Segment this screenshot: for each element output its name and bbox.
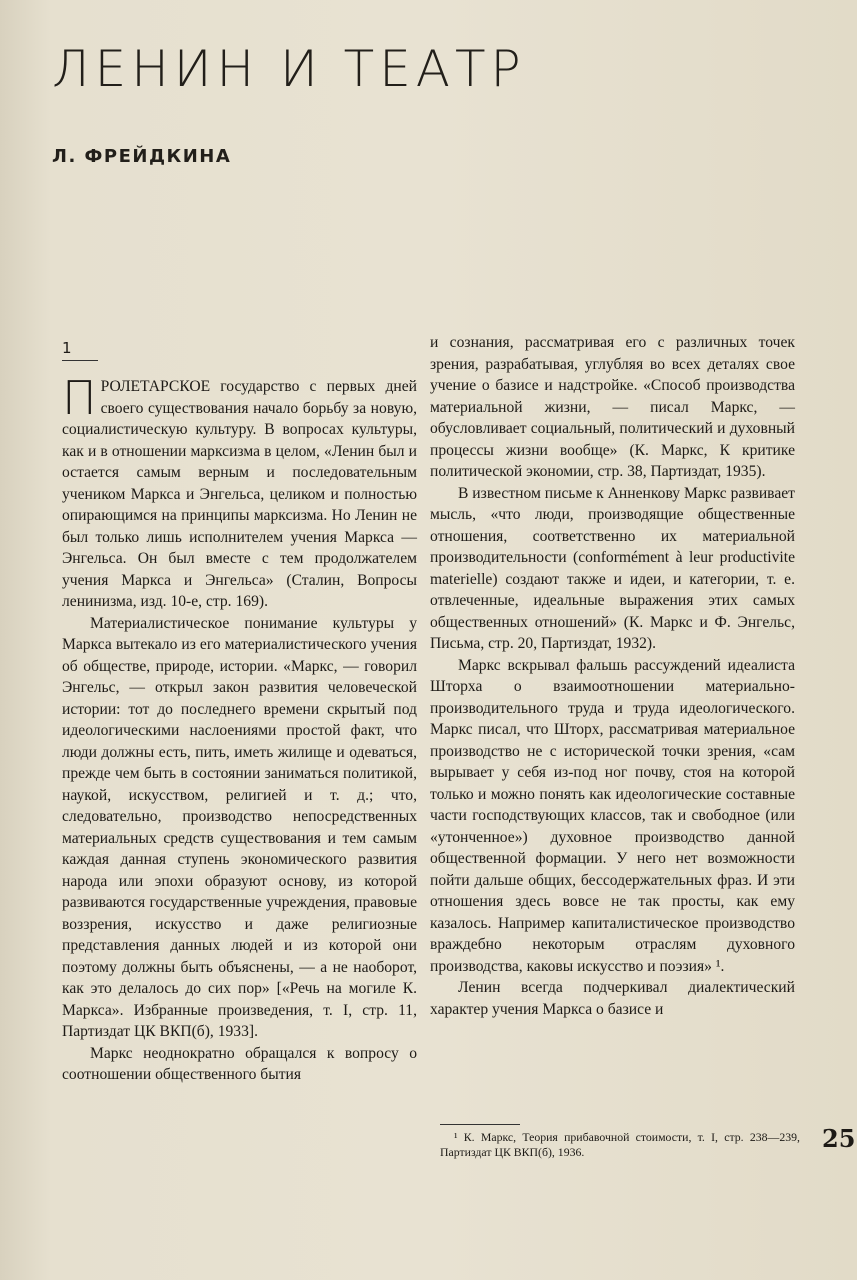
paragraph-storch: Маркс вскрывал фальшь рассуждений идеалиста Шторха о взаимоотношении материально-производительного труда и труда идеологического. Маркс писал, что Шторх, рассматривая материальное производство не с исторической точки зрения, «сам вырывает у себя из-под ног почву, стоя на которой только и можно понять как идеологические составные части господствующих классов, так и свободное (или «утонченное») духовное производство данной общественной формации. У него нет возможности пойти дальше общих, бессодержательных фраз. И эти отношения здесь вовсе не так просты, как ему казалось. Например капиталистическое производство враждебно некоторым отраслям духовного производства, каковы искусство и поэзия» ¹. xyxy=(430,656,795,975)
paragraph-marx-question: Маркс неоднократно обращался к вопросу о соотношении общественного бытия xyxy=(62,1044,417,1083)
paragraph-continuation: и сознания, рассматривая его с различных точек зрения, разрабатывая, углубляя во всех деталях свое учение о базисе и надстройке. «Способ производства материальной жизни, — писал Маркс, — обусловливает социальный, политический и духовный процессы жизни вообще» (К. Маркс, К критике политической экономии, стр. 38, Партиздат, 1935). xyxy=(430,334,795,480)
paragraph-materialism: Материалистическое понимание культуры у Маркса вытекало из его материалистического учения об обществе, природе, истории. «Маркс, — говорил Энгельс, — открыл закон развития человеческой истории: тот до последнего времени скрытый под идеологическими наслоениями простой факт, что люди должны есть, пить, иметь жилище и одеваться, прежде чем быть в состоянии заниматься политикой, наукой, искусством, религией и т. д.; что, следовательно, производство непосредственных материальных средств существования и тем самым каждая данная ступень экономического развития народа или эпохи образуют основу, из которой развиваются государственные учреждения, правовые воззрения, искусство и даже религиозные представления данных людей и из которой они поэтому должны быть объяснены, — а не наоборот, как это делалось до сих пор» [«Речь на могиле К. Маркса». Избранные произведения, т. I, стр. 11, Партиздат ЦК ВКП(б), 1933]. xyxy=(62,614,417,1040)
page-number: 25 xyxy=(822,1124,856,1153)
paragraph-intro-text: РОЛЕТАРСКОЕ государство с первых дней своего существования начало борьбу за новую, социалистическую культуру. В вопросах культуры, как и в отношении марксизма в целом, «Ленин был и остается самым верным и последовательным учеником Маркса и Энгельса, целиком и полностью опирающимся на принципы марксизма. Но Ленин не был только лишь исполнителем учения Маркса — Энгельса. Он был вместе с тем продолжателем учения Маркса и Энгельса» (Сталин, Вопросы ленинизма, изд. 10-е, стр. 169). xyxy=(62,378,417,610)
article-title: ЛЕНИН И ТЕАТР xyxy=(52,40,526,98)
footnote: ¹ К. Маркс, Теория прибавочной стоимости, т. I, стр. 238—239, Партиздат ЦК ВКП(б), 1936. xyxy=(440,1130,800,1159)
right-column xyxy=(430,332,795,1020)
left-column xyxy=(62,371,417,1086)
paragraph-lenin-dialectic: Ленин всегда подчеркивал диалектический характер учения Маркса о базисе и xyxy=(430,979,795,1018)
paragraph-intro xyxy=(62,371,417,613)
section-rule xyxy=(62,360,98,361)
drop-cap: П xyxy=(62,371,97,425)
section-number: 1 xyxy=(62,339,72,357)
paragraph-annenkov: В известном письме к Анненкову Маркс развивает мысль, «что люди, производящие общественные отношения, соответственно их материальной производительности (conformément à leur productivite materielle) создают также и идеи, и категории, т. е. отвлеченные, идеальные выражения этих самых общественных отношений» (К. Маркс и Ф. Энгельс, Письма, стр. 20, Партиздат, 1932). xyxy=(430,484,795,652)
footnote-rule xyxy=(440,1124,520,1125)
article-author: Л. ФРЕЙДКИНА xyxy=(52,146,232,167)
